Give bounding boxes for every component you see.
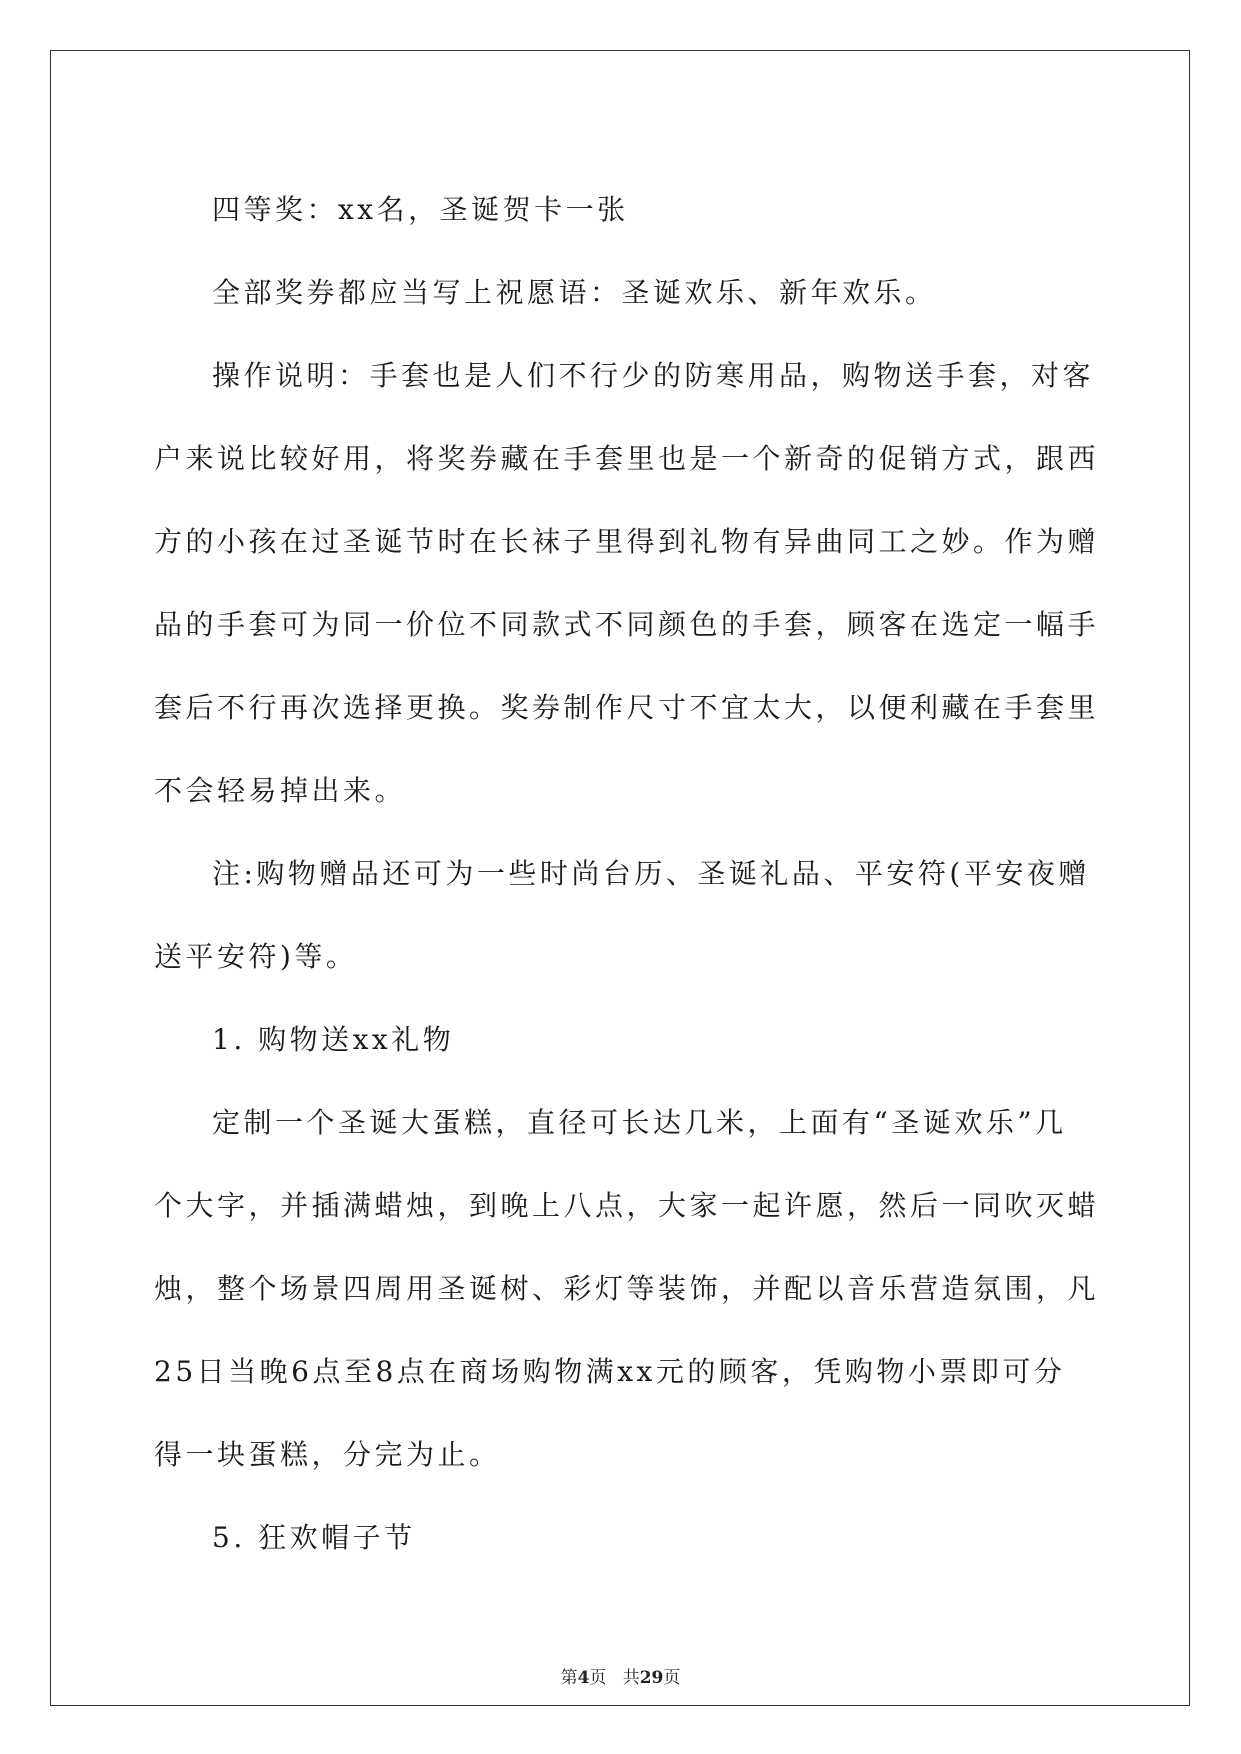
paragraph-line: 定制一个圣诞大蛋糕，直径可长达几米，上面有“圣诞欢乐”几 [212, 1106, 1067, 1139]
footer-prefix: 第 [560, 1668, 578, 1688]
section-heading: 5. 狂欢帽子节 [212, 1521, 416, 1554]
total-pages-number: 29 [639, 1668, 664, 1688]
paragraph-line: 套后不行再次选择更换。奖券制作尺寸不宜太大，以便利藏在手套里 [154, 691, 1100, 724]
footer-page-suffix: 页 [589, 1668, 607, 1688]
page-footer [0, 1663, 1241, 1688]
current-page-number: 4 [577, 1668, 590, 1688]
paragraph-line: 品的手套可为同一价位不同款式不同颜色的手套，顾客在选定一幅手 [154, 608, 1100, 641]
paragraph-line: 个大字，并插满蜡烛，到晚上八点，大家一起许愿，然后一同吹灭蜡 [154, 1189, 1100, 1222]
paragraph-line: 方的小孩在过圣诞节时在长袜子里得到礼物有异曲同工之妙。作为赠 [154, 525, 1100, 558]
footer-total-suffix: 页 [663, 1668, 681, 1688]
section-heading: 1. 购物送xx礼物 [212, 1023, 455, 1056]
paragraph-line: 烛，整个场景四周用圣诞树、彩灯等装饰，并配以音乐营造氛围，凡 [154, 1272, 1100, 1305]
paragraph-line: 户来说比较好用，将奖券藏在手套里也是一个新奇的促销方式，跟西 [154, 442, 1100, 475]
paragraph-line: 全部奖券都应当写上祝愿语：圣诞欢乐、新年欢乐。 [212, 276, 937, 309]
paragraph-line: 操作说明：手套也是人们不行少的防寒用品，购物送手套，对客 [212, 359, 1095, 392]
paragraph-line: 注:购物赠品还可为一些时尚台历、圣诞礼品、平安符(平安夜赠 [212, 857, 1090, 890]
paragraph-line: 25日当晚6点至8点在商场购物满xx元的顾客，凭购物小票即可分 [154, 1355, 1066, 1388]
paragraph-line: 四等奖：xx名，圣诞贺卡一张 [212, 193, 629, 226]
document-body [154, 168, 1100, 1579]
paragraph-line: 得一块蛋糕，分完为止。 [154, 1438, 501, 1471]
paragraph-line: 不会轻易掉出来。 [154, 774, 407, 807]
footer-total-prefix: 共 [622, 1668, 640, 1688]
paragraph-line: 送平安符)等。 [154, 940, 358, 973]
